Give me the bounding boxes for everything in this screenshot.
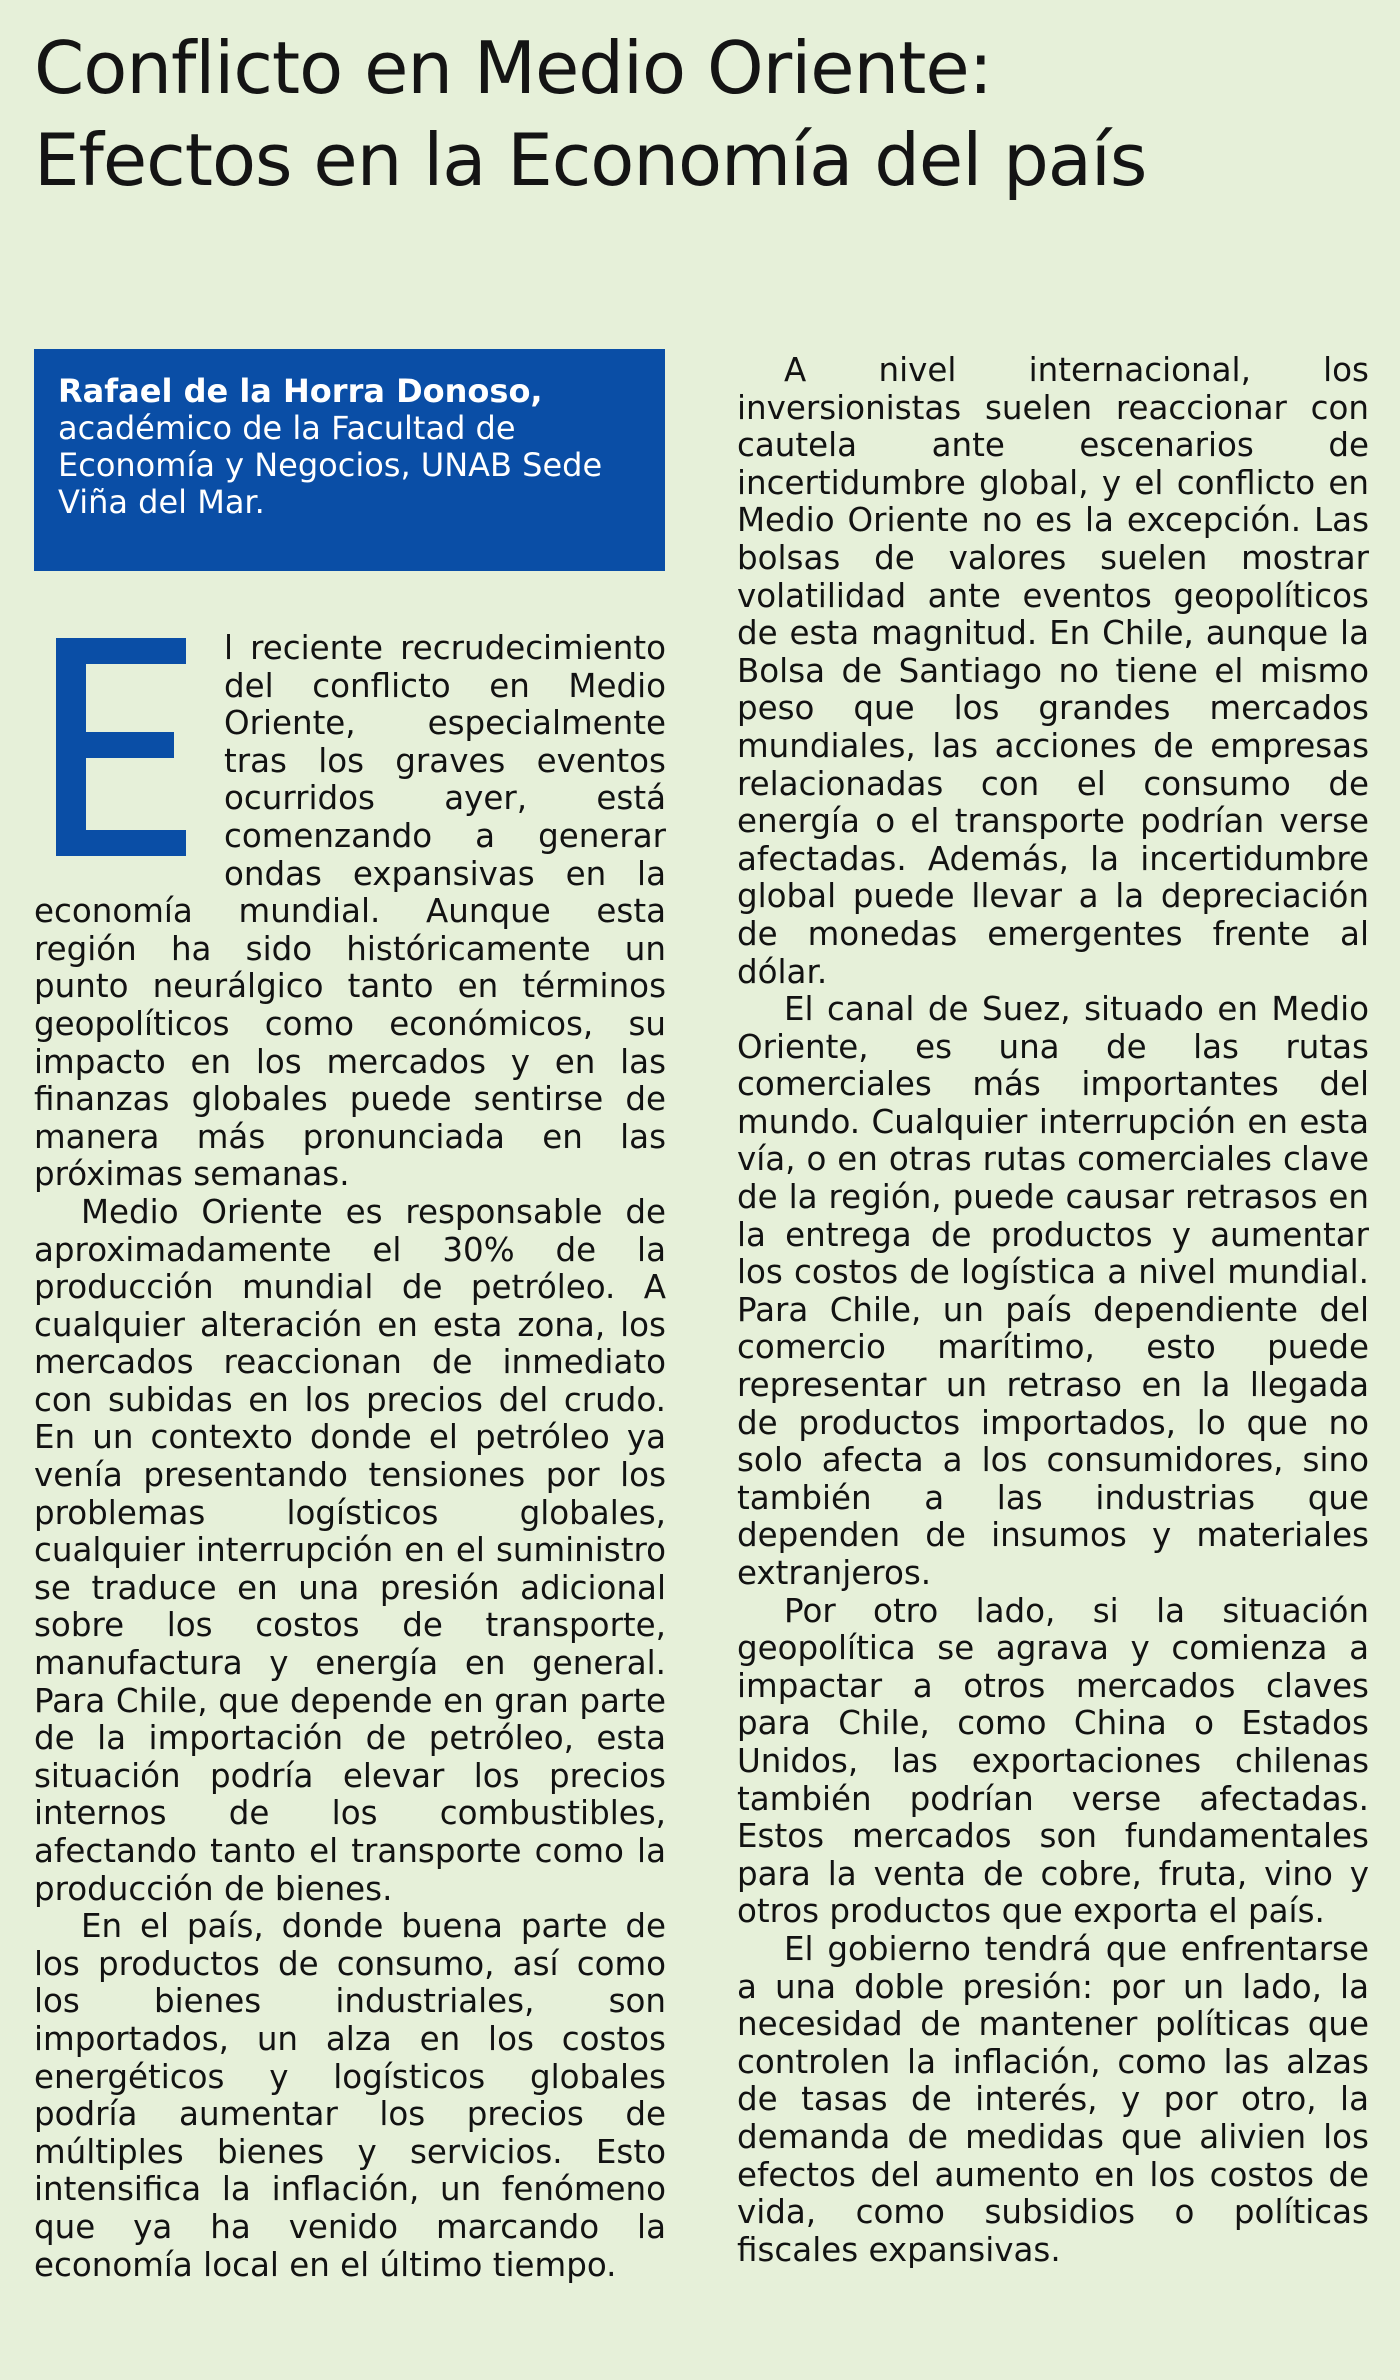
left-paragraph-2: Medio Oriente es responsable de aproximadamente el 30% de la producción mundial de petróleo. A cualquier alteración en esta zona, los mercados reaccionan de inmediato con subidas en los precios del crudo. En un contexto donde el petróleo ya venía presentando tensiones por los problemas logísticos globales, cualquier interrupción en el suministro se traduce en una presión adicional sobre los costos de transporte, manufactura y energía en general. Para Chile, que depende en gran parte de la importación de petróleo, esta situación podría elevar los precios internos de los combustibles, afectando tanto el transporte como la producción de bienes.: [34, 1192, 666, 1908]
author-role: académico de la Facultad de Economía y Negocios, UNAB Sede Viña del Mar.: [58, 409, 603, 521]
right-column: [737, 352, 1369, 2269]
right-paragraph-4: El gobierno tendrá que enfrentarse a una doble presión: por un lado, la necesidad de mantener políticas que controlen la inflación, como las alzas de tasas de interés, y por otro, la demanda de medidas que alivien los efectos del aumento en los costos de vida, como subsidios o políticas fiscales expansivas.: [737, 1929, 1369, 2269]
right-paragraph-2: El canal de Suez, situado en Medio Oriente, es una de las rutas comerciales más importantes del mundo. Cualquier interrupción en esta vía, o en otras rutas comerciales clave de la región, puede causar retrasos en la entrega de productos y aumentar los costos de logística a nivel mundial. Para Chile, un país dependiente del comercio marítimo, esto puede representar un retraso en la llegada de productos importados, lo que no solo afecta a los consumidores, sino también a las industrias que dependen de insumos y materiales extranjeros.: [737, 990, 1369, 1592]
right-paragraph-1: A nivel internacional, los inversionistas suelen reaccionar con cautela ante escenarios de incertidumbre global, y el conflicto en Medio Oriente no es la excepción. Las bolsas de valores suelen mostrar volatilidad ante eventos geopolíticos de esta magnitud. En Chile, aunque la Bolsa de Santiago no tiene el mismo peso que los grandes mercados mundiales, las acciones de empresas relacionadas con el consumo de energía o el transporte podrían verse afectadas. Además, la incertidumbre global puede llevar a la depreciación de monedas emergentes frente al dólar.: [737, 351, 1369, 991]
drop-cap: [34, 636, 210, 858]
author-box: [34, 349, 665, 571]
left-column: [34, 630, 666, 2284]
left-paragraph-3: En el país, donde buena parte de los productos de consumo, así como los bienes industriales, son importados, un alza en los costos energéticos y logísticos globales podría aumentar los precios de múltiples bienes y servicios. Esto intensifica la inflación, un fenómeno que ya ha venido marcando la economía local en el último tiempo.: [34, 1907, 666, 2284]
author-name: Rafael de la Horra Donoso,: [58, 372, 543, 410]
right-paragraph-3: Por otro lado, si la situación geopolítica se agrava y comienza a impactar a otros mercados claves para Chile, como China o Estados Unidos, las exportaciones chilenas también podrían verse afectadas. Estos mercados son fundamentales para la venta de cobre, fruta, vino y otros productos que exporta el país.: [737, 1591, 1369, 1931]
drop-cap-e-shape: [34, 636, 210, 858]
article-title: [34, 22, 1374, 206]
article-title-line-1: Conflicto en Medio Oriente:: [34, 26, 992, 110]
left-paragraph-1: l reciente recrudecimiento del conflicto en Medio Oriente, especialmente tras los graves eventos ocurridos ayer, está comenzando a generar ondas expansivas en la economía mundial. Aunque esta región ha sido históricamente un punto neurálgico tanto en términos geopolíticos como económicos, su impacto en los mercados y en las finanzas globales puede sentirse de manera más pronunciada en las próximas semanas.: [34, 629, 666, 1194]
article-title-line-2: Efectos en la Economía del país: [34, 118, 1147, 202]
